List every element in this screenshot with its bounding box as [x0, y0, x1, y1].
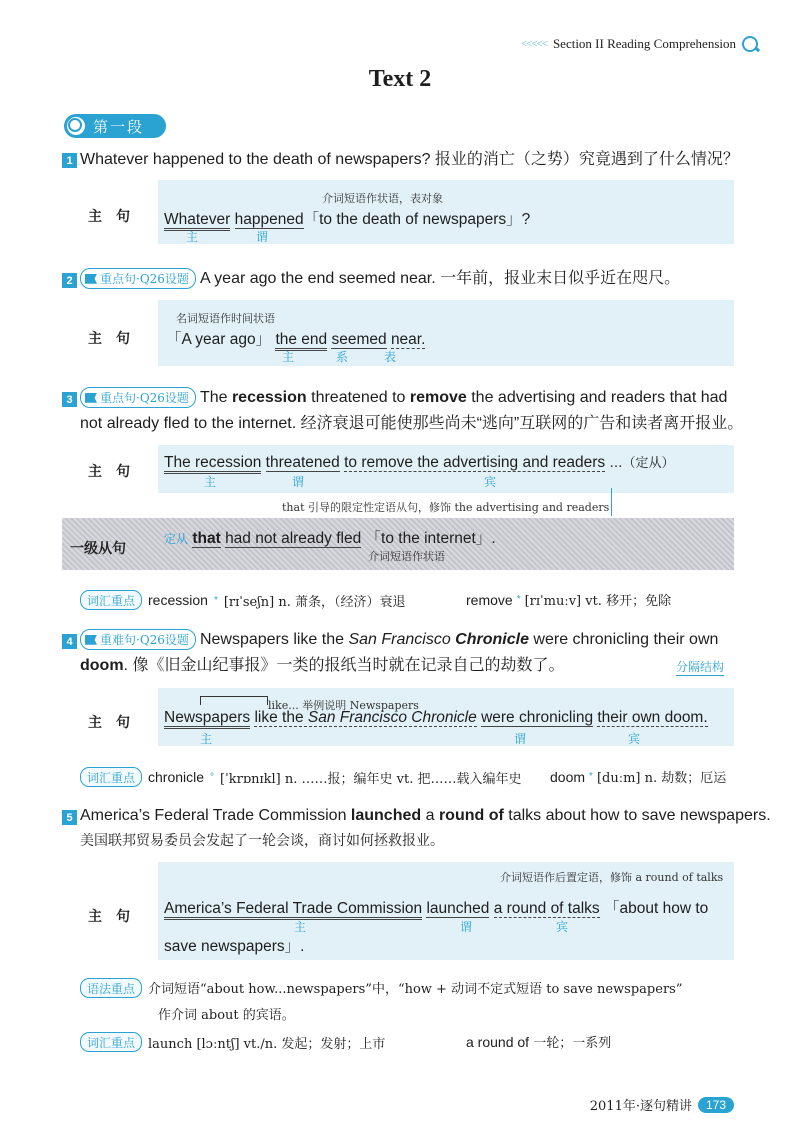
clause-label: 主 句: [88, 715, 130, 731]
page-title: Text 2: [368, 66, 432, 92]
clause-type: 定从: [164, 532, 189, 546]
grammar-tag: 宾: [628, 732, 641, 746]
vocab-word: a round of: [466, 1034, 530, 1050]
grammar-row-5: [80, 978, 682, 998]
keyword: doom: [80, 657, 124, 674]
text: . 像《旧金山纪事报》一类的报纸当时就在记录自己的劫数了。: [123, 657, 565, 674]
vocab-definition: [duːm] n. 劫数；厄运: [596, 771, 727, 786]
structure-label: 分隔结构: [676, 660, 725, 674]
star-icon: °: [210, 771, 215, 783]
sentence-number-4: 4: [62, 634, 77, 649]
paragraph-badge: [64, 114, 166, 138]
relative-pronoun: that: [192, 530, 221, 547]
key-sentence-tag: [80, 268, 196, 289]
tag-label: 重难句·Q26设题: [100, 632, 189, 647]
sentence-3-line-2: not already fled to the internet. 经济衰退可能使那些尚未“逃向”互联网的广告和读者离开报业。: [80, 415, 744, 432]
grammar-tag: 谓: [514, 732, 527, 746]
grammar-tag: 宾: [556, 920, 569, 934]
vocab-word: recession: [148, 592, 208, 608]
subclause-label: 一级从句: [70, 541, 126, 557]
grammar-tag: 主: [200, 732, 213, 746]
paragraph-badge-label: 第一段: [93, 117, 145, 136]
sentence-2-text: A year ago the end seemed near. 一年前，报业末日似乎近在咫尺。: [199, 270, 681, 287]
modifier: [254, 709, 476, 727]
grammar-note: 介词短语作状语，表对象: [322, 192, 443, 205]
clause-label: 主 句: [88, 464, 130, 480]
clause-note: that 引导的限定性定语从句，修饰 the advertising and readers: [282, 501, 610, 514]
grammar-note: like... 举例说明 Newspapers: [268, 699, 419, 712]
predicative: near.: [390, 331, 426, 348]
text: like the: [254, 709, 308, 726]
grammar-tag: 谓: [460, 920, 473, 934]
search-icon: [742, 36, 758, 52]
keyword: launched: [350, 807, 422, 824]
text: were chronicling their own: [528, 631, 719, 648]
adverbial: 「to the internet」.: [365, 530, 496, 547]
vocab-row-5: [80, 1032, 385, 1052]
flag-icon: [85, 393, 97, 403]
subject: America’s Federal Trade Commission: [164, 900, 422, 920]
sentence-2-line: [80, 268, 680, 290]
sentence-number-1: 1: [62, 153, 77, 168]
vocab-definition: launch [lɔːntʃ] vt./n. 发起；发射；上市: [148, 1036, 386, 1052]
arrows-icon: <<<<<: [520, 38, 547, 50]
grammar-note: 名词短语作时间状语: [176, 312, 275, 325]
grammar-explanation-cont: 作介词 about 的宾语。: [158, 1008, 295, 1023]
object: to remove the advertising and readers: [344, 454, 606, 471]
sentence-number-3: 3: [62, 392, 77, 407]
grammar-tag: 主: [282, 350, 295, 364]
vocab-word: chronicle: [148, 769, 205, 785]
object: a round of talks: [493, 900, 600, 917]
vocab-definition: [ˈkrɒnɪkl] n. ……报；编年史 vt. 把……载入编年史: [220, 771, 522, 787]
vocab-row-3: [80, 590, 405, 610]
star-icon: *: [213, 594, 218, 606]
keyword: remove: [409, 389, 467, 406]
grammar-tag: 主: [186, 230, 199, 244]
analysis-sentence-1: [164, 207, 530, 229]
text: The: [199, 389, 232, 406]
text: talks about how to save newspapers.: [503, 807, 771, 824]
vocab-word: doom: [550, 768, 586, 785]
text: America’s Federal Trade Commission: [80, 807, 351, 824]
footer-text: 2011年·逐句精讲: [589, 1099, 692, 1114]
predicate: were chronicling: [481, 709, 594, 726]
keyword: recession: [231, 389, 307, 406]
title-italic: San Francisco Chronicle: [307, 709, 477, 726]
subject: Newspapers: [164, 709, 250, 729]
text: Newspapers like the: [199, 631, 349, 648]
tag-label: 重点句·Q26设题: [100, 271, 189, 286]
attributive: 「about how to: [603, 900, 709, 917]
clause-label: 主 句: [88, 909, 130, 925]
adverbial: 「to the death of newspapers」?: [303, 211, 531, 228]
vocab-tag: 词汇重点: [80, 590, 142, 610]
predicate: launched: [426, 900, 490, 917]
clause-label: 主 句: [88, 209, 130, 225]
section-title: Section II Reading Comprehension: [552, 36, 736, 51]
vocab-row-4: [80, 767, 521, 787]
tag-label: 重点句·Q26设题: [100, 390, 189, 405]
sentence-4-line-1: [80, 629, 718, 651]
sentence-4-line-2: [80, 655, 564, 677]
vocab-definition: 一轮；一系列: [529, 1036, 612, 1051]
grammar-note: 介词短语作状语: [368, 550, 445, 563]
flag-icon: [85, 274, 97, 284]
sentence-5-line-1: [80, 805, 771, 827]
analysis-sentence-5: [164, 896, 708, 918]
title-italic: Chronicle: [455, 631, 529, 648]
vocab-definition: [rɪˈmuːv] vt. 移开；免除: [524, 594, 672, 609]
sentence-3-line-1: [80, 387, 727, 409]
object: their own doom.: [597, 709, 708, 726]
grammar-tag: 谓: [292, 475, 305, 489]
clause-marker: …（定从）: [609, 456, 675, 471]
analysis-sentence-3: [164, 452, 675, 472]
page-number: 173: [698, 1097, 734, 1113]
key-sentence-tag: [80, 629, 196, 650]
analysis-sentence-4: [164, 709, 708, 727]
vocab-item: [550, 767, 726, 786]
running-header: [521, 36, 758, 52]
analysis-sentence-2: [166, 327, 425, 349]
analysis-sentence-5-cont: save newspapers」.: [164, 938, 305, 955]
text: a: [421, 807, 439, 824]
sentence-number-5: 5: [62, 810, 77, 825]
star-icon: *: [516, 594, 521, 605]
clause-label: 主 句: [88, 331, 130, 347]
vocab-tag: 词汇重点: [80, 767, 142, 787]
grammar-note: 介词短语作后置定语，修饰 a round of talks: [500, 871, 724, 884]
text: threatened to: [306, 389, 410, 406]
predicate: threatened: [265, 454, 340, 471]
grammar-tag: 宾: [484, 475, 497, 489]
predicate: happened: [234, 211, 304, 228]
grammar-tag: 谓: [256, 230, 269, 244]
vocab-item: [466, 1032, 611, 1051]
key-sentence-tag: [80, 387, 196, 408]
grammar-tag: 主: [204, 475, 217, 489]
vocab-word: remove: [466, 591, 513, 608]
subject: Whatever: [164, 211, 230, 231]
page-footer: [590, 1095, 734, 1114]
adverbial: 「A year ago」: [166, 331, 272, 348]
vocab-tag: 词汇重点: [80, 1032, 142, 1052]
grammar-key-tag: 语法重点: [80, 978, 142, 998]
sentence-number-2: 2: [62, 273, 77, 288]
grammar-explanation: 介词短语“about how...newspapers”中，“how + 动词不定式短语 to save newspapers”: [148, 982, 683, 997]
bracket-line: [200, 696, 268, 705]
sentence-1-text: Whatever happened to the death of newspapers? 报业的消亡（之势）究竟遇到了什么情况？: [80, 151, 739, 168]
grammar-tag: 表: [384, 350, 397, 364]
grammar-tag: 主: [294, 920, 307, 934]
magnifier-icon: [67, 117, 85, 135]
text: the advertising and readers that had: [466, 389, 728, 406]
vocab-definition: [rɪˈseʃn] n. 萧条，（经济）衰退: [223, 594, 406, 610]
sentence-5-line-2: 美国联邦贸易委员会发起了一轮会谈，商讨如何拯救报业。: [80, 833, 444, 849]
subject: the end: [275, 331, 327, 351]
keyword: round of: [438, 807, 504, 824]
flag-icon: [85, 635, 97, 645]
title-italic: San Francisco: [348, 631, 456, 648]
linking-verb: seemed: [331, 331, 387, 348]
subject: The recession: [164, 454, 261, 474]
star-icon: *: [589, 771, 593, 782]
predicate: had not already fled: [225, 530, 362, 547]
vocab-item: [466, 590, 671, 609]
grammar-tag: 系: [336, 350, 349, 364]
subclause-sentence: [164, 526, 496, 548]
arrow-line: [611, 488, 612, 516]
